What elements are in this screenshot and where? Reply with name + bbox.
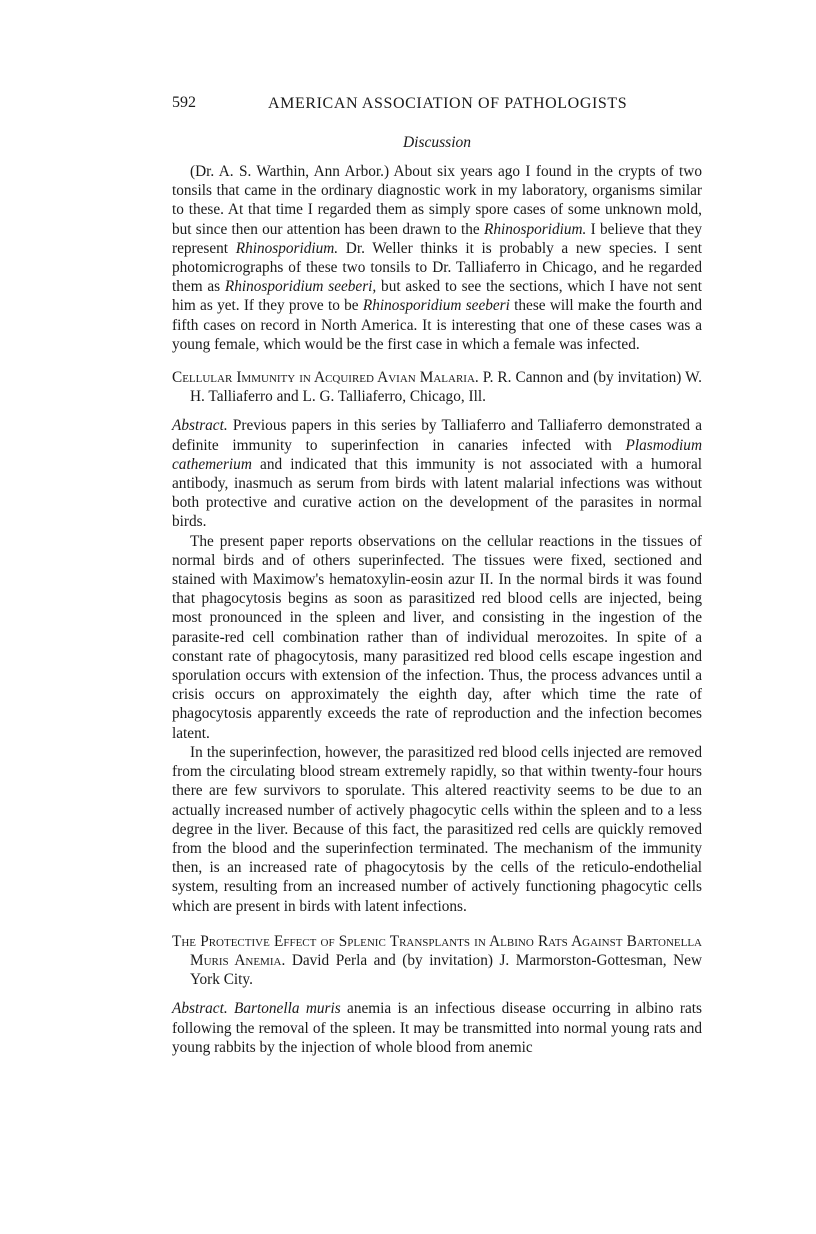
article-2-title: The Protective Effect of Splenic Transplants in Albino Rats Against Bartonella Muris Anemia. [172, 932, 702, 969]
text-run: I believe that they represent [172, 220, 702, 257]
article-1-heading [172, 368, 702, 406]
italic-term: Rhinosporidium. [235, 239, 339, 257]
article-2-abstract [172, 999, 702, 1057]
article-1-abstract [172, 416, 702, 531]
text-run: but asked to see the sections, which I have not sent him as yet. If they prove to be [172, 278, 702, 315]
italic-term: Bartonella muris [234, 1000, 341, 1018]
article-1-authors: P. R. Cannon and (by invitation) W. H. Talliaferro and L. G. Talliaferro, Chicago, Ill. [190, 369, 703, 406]
text-run: anemia is an infectious disease occurring in albino rats following the removal of the spleen. It may be transmitted into normal young rats and young rabbits by the injection of whole blood from anemic [172, 1000, 702, 1056]
italic-term: Plasmodium cathemerium [172, 436, 702, 473]
article-1-paragraph: The present paper reports observations on the cellular reactions in the tissues of normal birds and of others superinfected. The tissues were fixed, sectioned and stained with Maximow's hematoxylin-eosin azur II. In the normal birds it was found that phagocytosis begins as soon as parasitized red blood cells are injected, being most pronounced in the spleen and liver, and consisting in the ingestion of the parasite-red cell combination rather than of individual merozoites. In spite of a constant rate of phagocytosis, many parasitized red blood cells escape ingestion and sporulation occurs with extension of the infection. Thus, the process advances until a crisis occurs on approximately the eighth day, after which time the rate of phagocytosis apparently exceeds the rate of reproduction and the infection becomes latent. [172, 532, 702, 742]
italic-term: Rhinosporidium. [483, 220, 587, 238]
article-2-abstract-label: Abstract. [172, 1000, 228, 1018]
text-run: Dr. Weller thinks it is probably a new species. I sent photomicrographs of these two tonsils to Dr. Talliaferro in Chicago, and he regarded them as [172, 239, 703, 296]
discussion-body [172, 162, 702, 354]
article-2-abstract-text [172, 1000, 702, 1055]
article-1-paragraph: In the superinfection, however, the parasitized red blood cells injected are removed from the circulating blood stream extremely rapidly, so that within twenty-four hours there are few survivors to sporulate. This altered reactivity seems to be due to an actually increased number of actively phagocytic cells within the spleen and to a less degree in the liver. Because of this fact, the parasitized red cells are quickly removed from the blood and the superinfection terminated. The mechanism of the immunity then, is an increased rate of phagocytosis by the cells of the reticulo-endothelial system, resulting from an increased number of actively functioning phagocytic cells which are present in birds with latent infections. [172, 743, 702, 915]
page-number: 592 [172, 94, 196, 111]
article-2-authors: David Perla and (by invitation) J. Marmorston-Gottesman, New York City. [190, 951, 702, 989]
text-run: and indicated that this immunity is not associated with a humoral antibody, inasmuch as serum from birds with latent malarial infections was without both protective and curative action on the development of the parasites in normal birds. [172, 455, 702, 531]
article-1-abstract-text [172, 417, 702, 530]
article-1-abstract-label: Abstract. [172, 417, 228, 435]
italic-term: Rhinosporidium seeberi, [224, 278, 377, 296]
page [172, 92, 702, 1057]
page-header [172, 92, 702, 116]
text-run: these will make the fourth and fifth cases on record in North America. It is interesting that one of these cases was a young female, which would be the first case in which a female was infected. [172, 297, 702, 353]
running-head: AMERICAN ASSOCIATION OF PATHOLOGISTS [268, 95, 628, 112]
article-1-title: Cellular Immunity in Acquired Avian Malaria. [172, 369, 479, 387]
italic-term: Rhinosporidium seeberi [362, 297, 510, 315]
text-run: (Dr. A. S. Warthin, Ann Arbor.) About six years ago I found in the crypts of two tonsils that came in the ordinary diagnostic work in my laboratory, organisms similar to these. At that time I regarded them as simply spore cases of some unknown mold, but since then our attention has been drawn to the [172, 163, 702, 238]
text-run: Previous papers in this series by Talliaferro and Talliaferro demonstrated a definite immunity to superinfection in canaries infected with [172, 417, 702, 454]
discussion-title: Discussion [402, 134, 472, 151]
article-2-heading [172, 932, 702, 990]
